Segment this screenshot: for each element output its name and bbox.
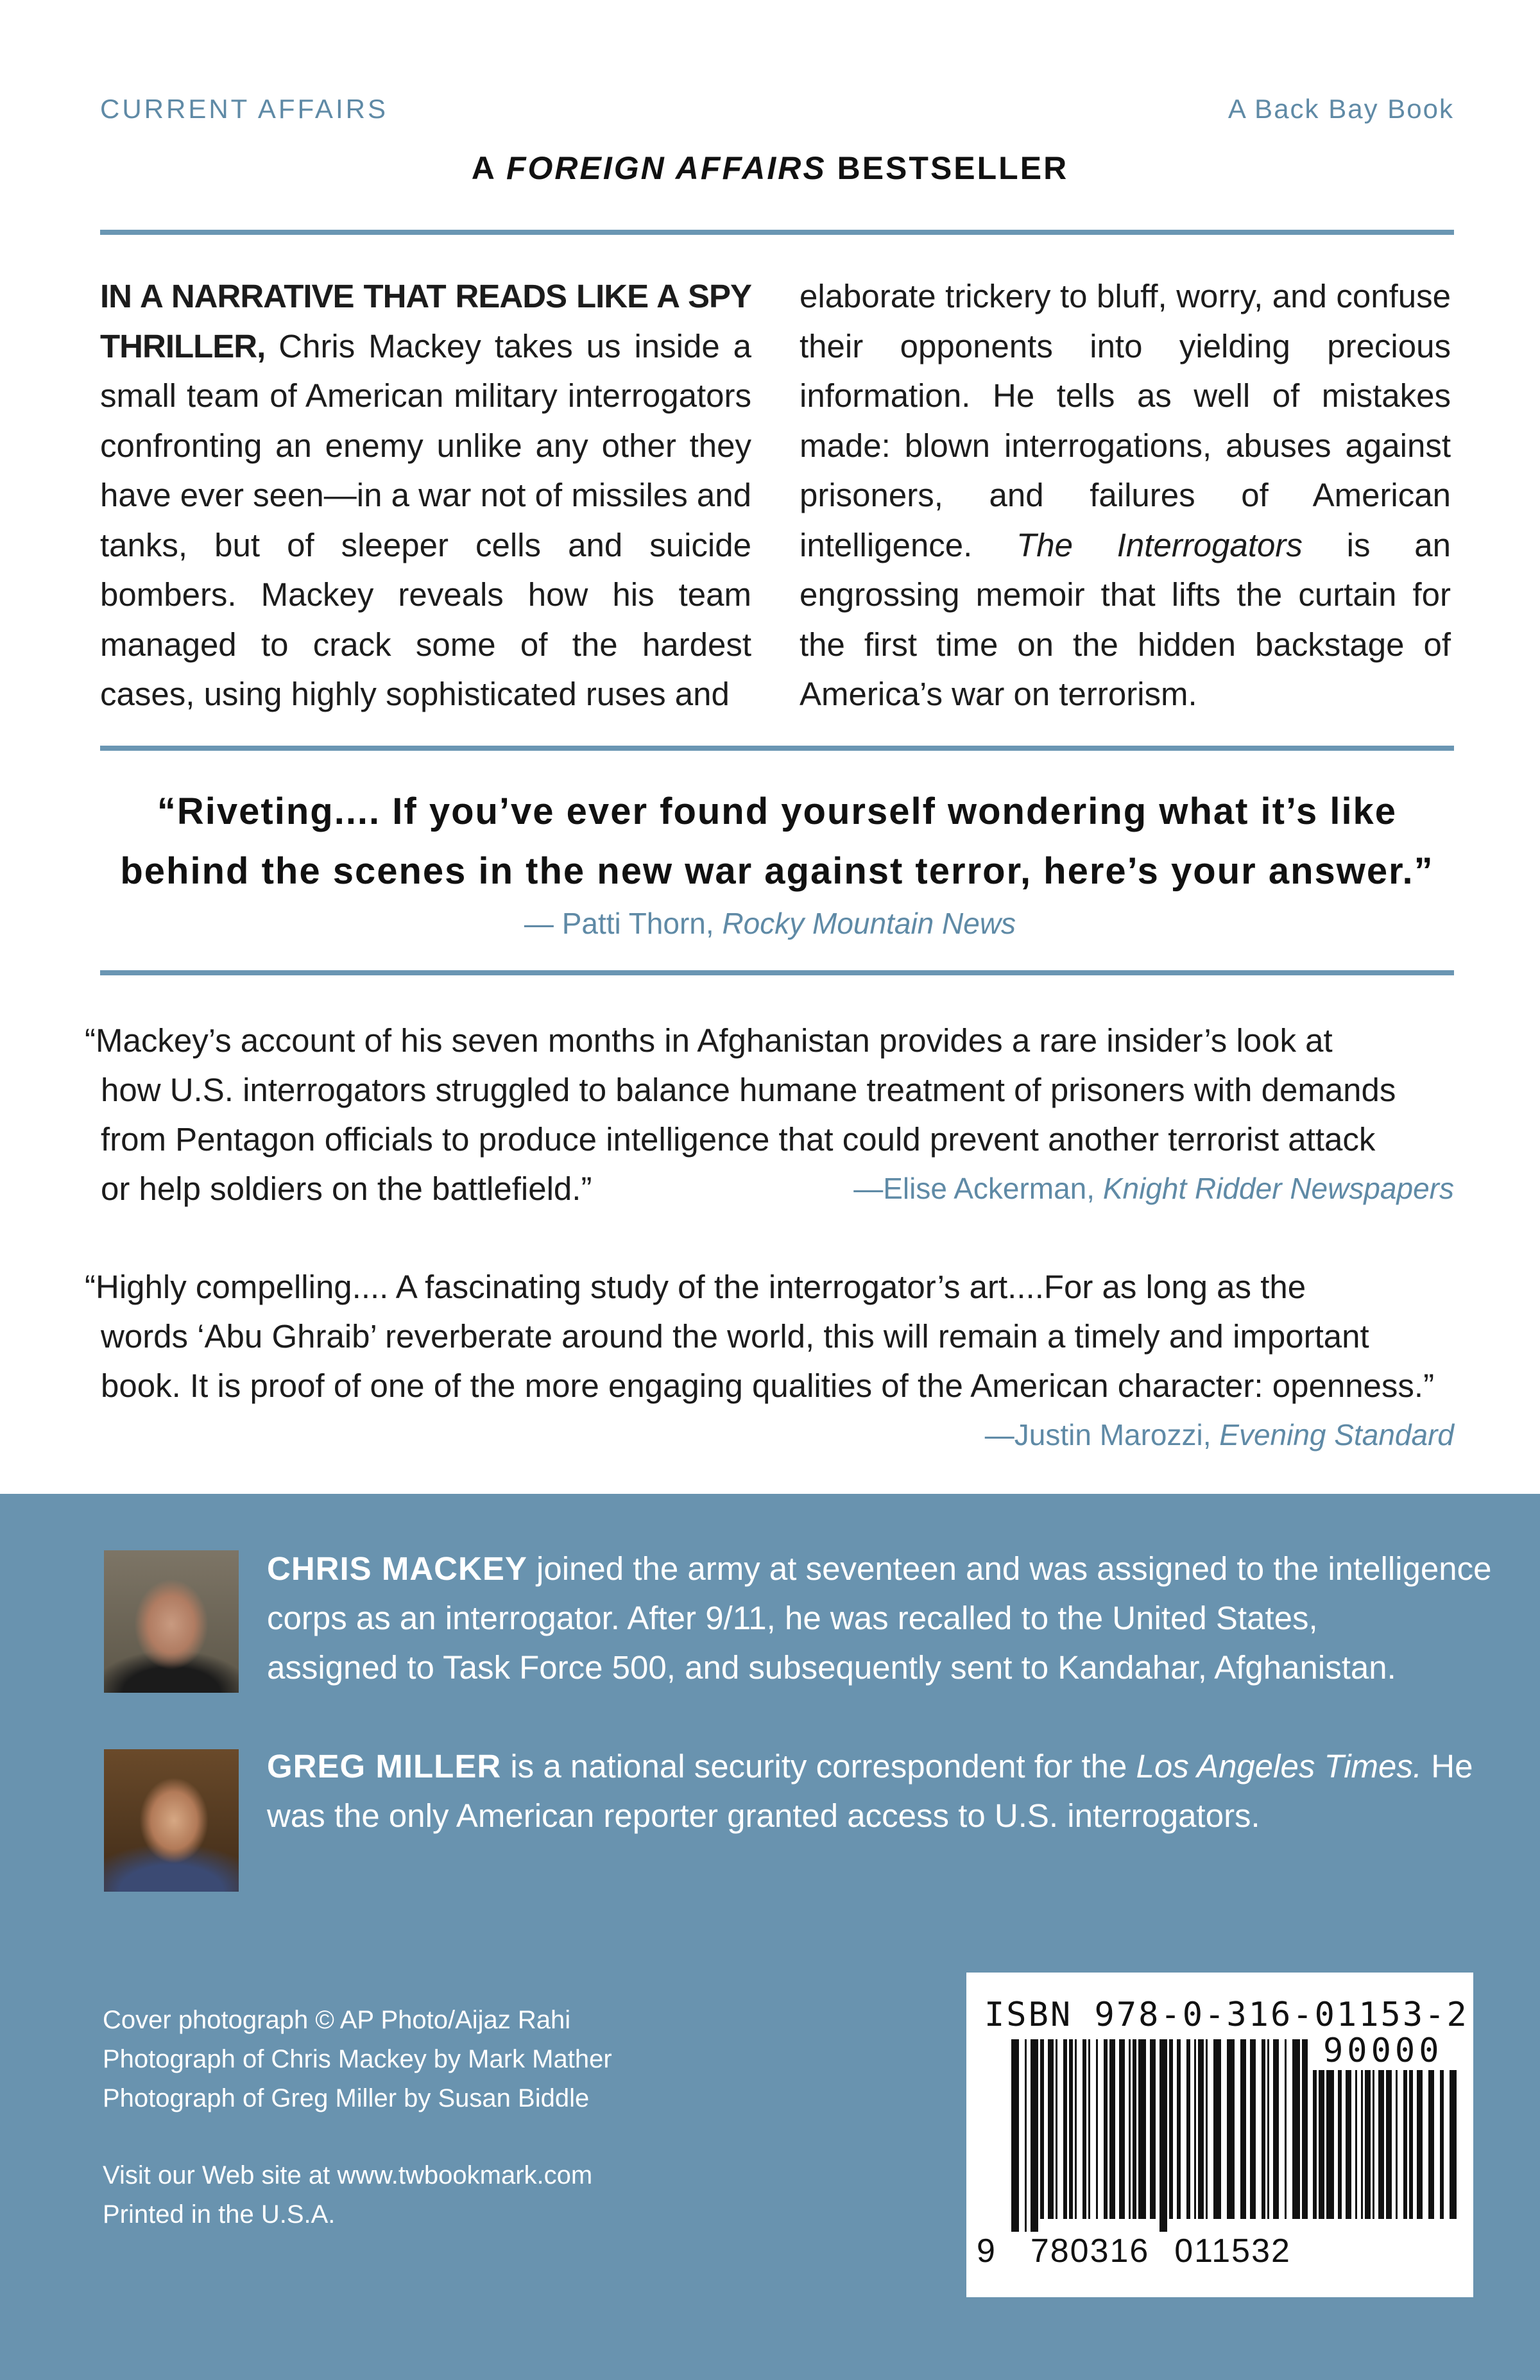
review-line: “Highly compelling.... A fascinating study of the interrogator’s art....For as long as the — [85, 1269, 1306, 1305]
ean-group-right: 011532 — [1174, 2232, 1291, 2270]
barcode-bar — [1213, 2039, 1221, 2219]
bio-line — [267, 1742, 1473, 1791]
review-line: or help soldiers on the battlefield.” — [101, 1170, 592, 1207]
barcode-bar — [1169, 2039, 1173, 2219]
barcode-bar — [1313, 2070, 1317, 2219]
barcode-bar — [1069, 2039, 1073, 2219]
chris-mackey-name: CHRIS MACKEY — [267, 1550, 527, 1587]
description-right-body-1: elaborate trickery to bluff, worry, and confuse their opponents into yielding precious information. He tells as well of mistakes made: blown interrogations, abuses against prisoners, and failures of American intelligence. — [800, 278, 1451, 563]
barcode-bar — [1417, 2070, 1423, 2219]
review-author: —Justin Marozzi, — [984, 1418, 1211, 1451]
barcode-bar — [1063, 2039, 1067, 2219]
greg-miller-name: GREG MILLER — [267, 1748, 502, 1785]
barcode-bar — [1302, 2039, 1308, 2219]
credit-line: Cover photograph © AP Photo/Aijaz Rahi — [103, 2006, 571, 2034]
barcode-bar — [1319, 2070, 1324, 2219]
credit-line: Photograph of Chris Mackey by Mark Mather — [103, 2045, 612, 2073]
ean-first-digit: 9 — [977, 2232, 997, 2270]
barcode-bar — [1338, 2070, 1342, 2219]
barcode-bar — [1396, 2070, 1398, 2219]
main-quote-attribution — [0, 906, 1540, 941]
main-quote-source: Rocky Mountain News — [722, 907, 1016, 940]
barcode-bar — [1378, 2070, 1384, 2219]
review-line: “Mackey’s account of his seven months in Afghanistan provides a rare insider’s look at — [85, 1022, 1333, 1059]
barcode-bar — [1040, 2039, 1044, 2219]
newspaper-title: Los Angeles Times. — [1136, 1748, 1423, 1785]
barcode-bar — [1159, 2039, 1167, 2232]
barcode-bar — [1250, 2039, 1256, 2219]
description-book-title: The Interrogators — [1016, 526, 1303, 563]
chris-mackey-photo — [104, 1550, 239, 1693]
review-line: book. It is proof of one of the more engaging qualities of the American character: openness.” — [101, 1367, 1435, 1404]
divider-above-quote — [100, 746, 1454, 751]
ean-group-left: 780316 — [1030, 2232, 1150, 2270]
barcode-bar — [1240, 2039, 1246, 2219]
greg-miller-photo — [104, 1749, 239, 1892]
barcode-bar — [1227, 2039, 1235, 2219]
bio-text: He — [1431, 1748, 1473, 1785]
photo-credits — [103, 2001, 612, 2118]
barcode-bar — [1138, 2039, 1146, 2219]
barcode-bar — [1129, 2039, 1131, 2219]
review-line: how U.S. interrogators struggled to balance humane treatment of prisoners with demands — [101, 1072, 1396, 1108]
review-line: words ‘Abu Ghraib’ reverberate around the world, this will remain a timely and important — [101, 1318, 1369, 1355]
review-ackerman — [85, 1016, 1454, 1213]
bestseller-suffix: BESTSELLER — [837, 150, 1069, 186]
barcode-bar — [1285, 2039, 1287, 2219]
barcode-bar — [1177, 2039, 1181, 2219]
publisher-info — [103, 2156, 592, 2234]
barcode-bar — [1355, 2070, 1357, 2219]
review-marozzi — [85, 1262, 1454, 1460]
price-addon-number: 90000 — [1323, 2032, 1443, 2070]
description-left-column — [100, 271, 751, 719]
category-label: CURRENT AFFAIRS — [100, 94, 388, 124]
bestseller-publication: FOREIGN AFFAIRS — [506, 150, 826, 186]
barcode-bar — [1206, 2039, 1208, 2219]
bio-line: corps as an interrogator. After 9/11, he was recalled to the United States, — [267, 1600, 1318, 1636]
barcode-bar — [1450, 2070, 1457, 2219]
review-attribution — [853, 1164, 1454, 1213]
barcode-bar — [1104, 2039, 1108, 2219]
barcode-bar — [1133, 2039, 1136, 2219]
barcode-bar — [1150, 2039, 1156, 2219]
barcode-bar — [1292, 2039, 1300, 2219]
barcode-bar — [1011, 2039, 1019, 2232]
barcode-bar — [1346, 2070, 1351, 2219]
description-lead: IN A NARRATIVE THAT READS LIKE A SPY THRILLER, — [100, 278, 751, 364]
ean-digits — [977, 2232, 1291, 2270]
main-quote-author: — Patti Thorn, — [524, 907, 714, 940]
barcode-bar — [1428, 2070, 1434, 2219]
bio-text: joined the army at seventeen and was assigned to the intelligence — [536, 1550, 1492, 1587]
barcode-bar — [1031, 2039, 1038, 2232]
barcode-bar — [1075, 2039, 1077, 2219]
barcode-bar — [1440, 2070, 1444, 2219]
barcode-bar — [1194, 2039, 1196, 2219]
main-quote-line: behind the scenes in the new war against terror, here’s your answer.” — [120, 850, 1434, 892]
bio-text: is a national security correspondent for the — [510, 1748, 1127, 1785]
barcode-bar — [1096, 2039, 1098, 2219]
review-source: Knight Ridder Newspapers — [1102, 1172, 1454, 1205]
barcode-bar — [1409, 2070, 1413, 2219]
bestseller-banner — [0, 150, 1540, 187]
credit-line: Photograph of Greg Miller by Susan Biddle — [103, 2084, 590, 2112]
chris-mackey-bio — [267, 1544, 1492, 1692]
barcode-bar — [1048, 2039, 1054, 2219]
barcode-bar — [1025, 2039, 1027, 2232]
barcode-bar — [1262, 2039, 1265, 2219]
barcode-bar — [1373, 2070, 1374, 2219]
barcode-bar — [1326, 2070, 1334, 2219]
barcode-bar — [1082, 2039, 1086, 2219]
description-right-column — [800, 271, 1451, 719]
barcode-bar — [1088, 2039, 1090, 2219]
barcode-bar — [1386, 2070, 1392, 2219]
isbn-number: ISBN 978-0-316-01153-2 — [984, 1996, 1469, 2034]
review-author: —Elise Ackerman, — [853, 1172, 1095, 1205]
barcode-bar — [1109, 2039, 1115, 2219]
main-quote — [100, 782, 1454, 901]
divider-below-quote — [100, 970, 1454, 975]
description-right-body-2: is an engrossing memoir that lifts the curtain for the first time on the hidden backstage of America’s war on terrorism. — [800, 526, 1451, 712]
barcode-bar — [1403, 2070, 1407, 2219]
review-attribution — [85, 1410, 1454, 1460]
printed-line: Printed in the U.S.A. — [103, 2200, 336, 2229]
barcode-bar — [1198, 2039, 1204, 2219]
ean-barcode — [1011, 2039, 1313, 2232]
barcode-bar — [1361, 2070, 1363, 2219]
barcode-bar — [1267, 2039, 1269, 2219]
barcode-bar — [1119, 2039, 1125, 2219]
barcode-bar — [1365, 2070, 1371, 2219]
barcode-bar — [1186, 2039, 1190, 2219]
website-line: Visit our Web site at www.twbookmark.com — [103, 2161, 593, 2189]
description-left-body: Chris Mackey takes us inside a small team of American military interrogators confronting an enemy unlike any other they have ever seen—in a war not of missiles and tanks, but of sleeper cells and suicide bombers. Mackey reveals how his team managed to crack some of the hardest cases, using highly sophisticated ruses and — [100, 327, 751, 712]
greg-miller-bio — [267, 1742, 1473, 1840]
addon-barcode — [1313, 2070, 1457, 2232]
bestseller-prefix: A — [471, 150, 496, 186]
barcode-bar — [1056, 2039, 1057, 2219]
top-divider — [100, 230, 1454, 235]
bio-line: was the only American reporter granted access to U.S. interrogators. — [267, 1797, 1260, 1834]
bio-line: assigned to Task Force 500, and subsequently sent to Kandahar, Afghanistan. — [267, 1649, 1396, 1686]
review-source: Evening Standard — [1219, 1418, 1454, 1451]
review-line-last — [85, 1164, 1454, 1213]
barcode-bar — [1273, 2039, 1279, 2219]
review-line: from Pentagon officials to produce intelligence that could prevent another terrorist attack — [101, 1121, 1376, 1158]
bio-line — [267, 1544, 1492, 1593]
imprint-label: A Back Bay Book — [1228, 94, 1454, 124]
main-quote-line: “Riveting.... If you’ve ever found yourself wondering what it’s like — [157, 791, 1398, 832]
